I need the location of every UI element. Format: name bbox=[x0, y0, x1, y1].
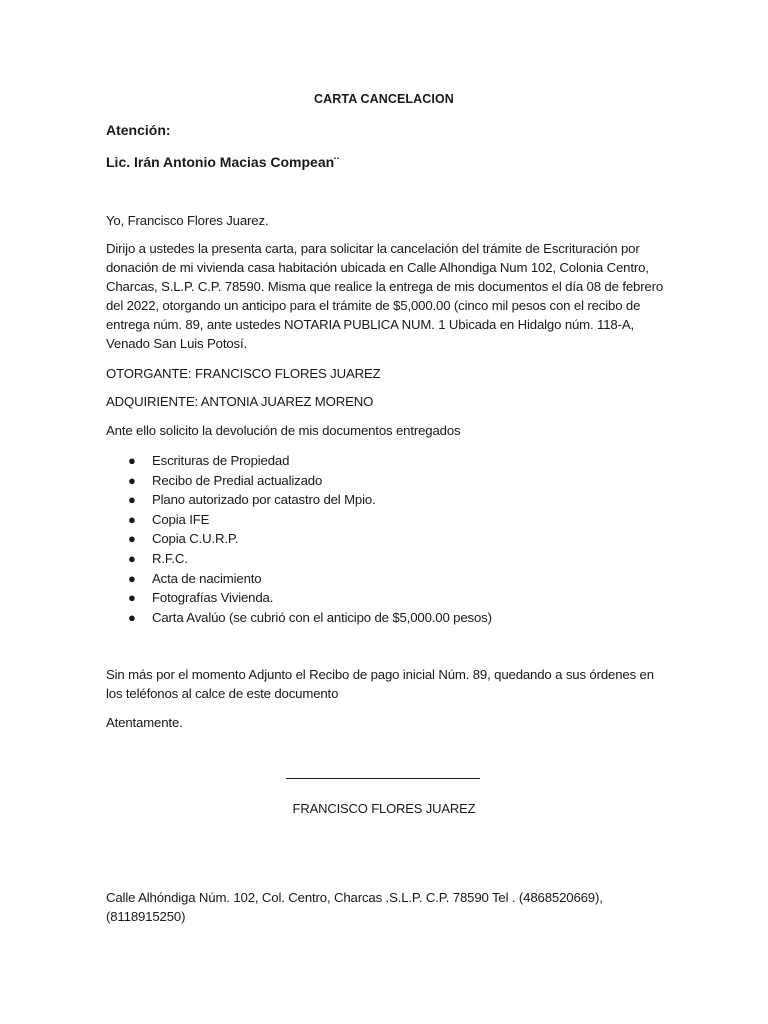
footer-address: Calle Alhóndiga Núm. 102, Col. Centro, Charcas .S.L.P. C.P. 78590 Tel . (4868520669), (8118915250) bbox=[106, 890, 603, 924]
list-item-label: Fotografías Vivienda. bbox=[152, 590, 274, 606]
list-item bbox=[106, 529, 646, 549]
request-line: Ante ello solicito la devolución de mis documentos entregados bbox=[106, 423, 461, 438]
recipient-name: Lic. Irán Antonio Macias Compean¨ bbox=[106, 154, 339, 170]
signer-name: FRANCISCO FLORES JUAREZ bbox=[292, 801, 476, 816]
list-item-label: Carta Avalúo (se cubrió con el anticipo de $5,000.00 pesos) bbox=[152, 609, 492, 625]
list-item-label: Recibo de Predial actualizado bbox=[152, 472, 323, 488]
list-item bbox=[106, 608, 646, 628]
bullet-icon: ● bbox=[128, 590, 136, 606]
list-item-label: Copia C.U.R.P. bbox=[152, 531, 239, 547]
list-item bbox=[106, 569, 646, 589]
list-item bbox=[106, 549, 646, 569]
list-item bbox=[106, 471, 646, 491]
bullet-icon: ● bbox=[128, 472, 136, 488]
attention-label: Atención: bbox=[106, 122, 171, 138]
bullet-icon: ● bbox=[128, 550, 136, 566]
list-item bbox=[106, 451, 646, 471]
bullet-icon: ● bbox=[128, 531, 136, 547]
grantor-line: OTORGANTE: FRANCISCO FLORES JUAREZ bbox=[106, 366, 381, 381]
signature-line bbox=[286, 778, 480, 779]
list-item bbox=[106, 490, 646, 510]
bullet-icon: ● bbox=[128, 570, 136, 586]
document-title: CARTA CANCELACION bbox=[314, 92, 454, 106]
acquirer-line: ADQUIRIENTE: ANTONIA JUAREZ MORENO bbox=[106, 394, 374, 409]
list-item-label: Copia IFE bbox=[152, 511, 210, 527]
document-list bbox=[106, 451, 646, 627]
list-item-label: Plano autorizado por catastro del Mpio. bbox=[152, 492, 376, 508]
regards-line: Atentamente. bbox=[106, 715, 183, 730]
list-item bbox=[106, 588, 646, 608]
list-item-label: Escrituras de Propiedad bbox=[152, 453, 290, 468]
closing-paragraph: Sin más por el momento Adjunto el Recibo de pago inicial Núm. 89, quedando a sus órdenes en los teléfonos al calce de este documento bbox=[106, 667, 654, 701]
bullet-icon: ● bbox=[128, 511, 136, 527]
salutation: Yo, Francisco Flores Juarez. bbox=[106, 213, 269, 228]
bullet-icon: ● bbox=[128, 609, 136, 625]
list-item-label: R.F.C. bbox=[152, 550, 188, 566]
bullet-icon: ● bbox=[128, 492, 136, 508]
list-item bbox=[106, 510, 646, 530]
body-paragraph: Dirijo a ustedes la presenta carta, para solicitar la cancelación del trámite de Escrituración por donación de mi vivienda casa habitación ubicada en Calle Alhondiga Num 102, Colonia Centro, Charcas, S.L.P. C.P. 78590. Misma que realice la entrega de mis documentos el día 08 de febrero del 2022, otorgando un anticipo para el trámite de $5,000.00 (cinco mil pesos con el recibo de entrega núm. 89, ante ustedes NOTARIA PUBLICA NUM. 1 Ubicada en Hidalgo núm. 118-A, Venado San Luis Potosí. bbox=[106, 241, 664, 351]
bullet-icon: ● bbox=[128, 453, 136, 468]
list-item-label: Acta de nacimiento bbox=[152, 570, 262, 586]
